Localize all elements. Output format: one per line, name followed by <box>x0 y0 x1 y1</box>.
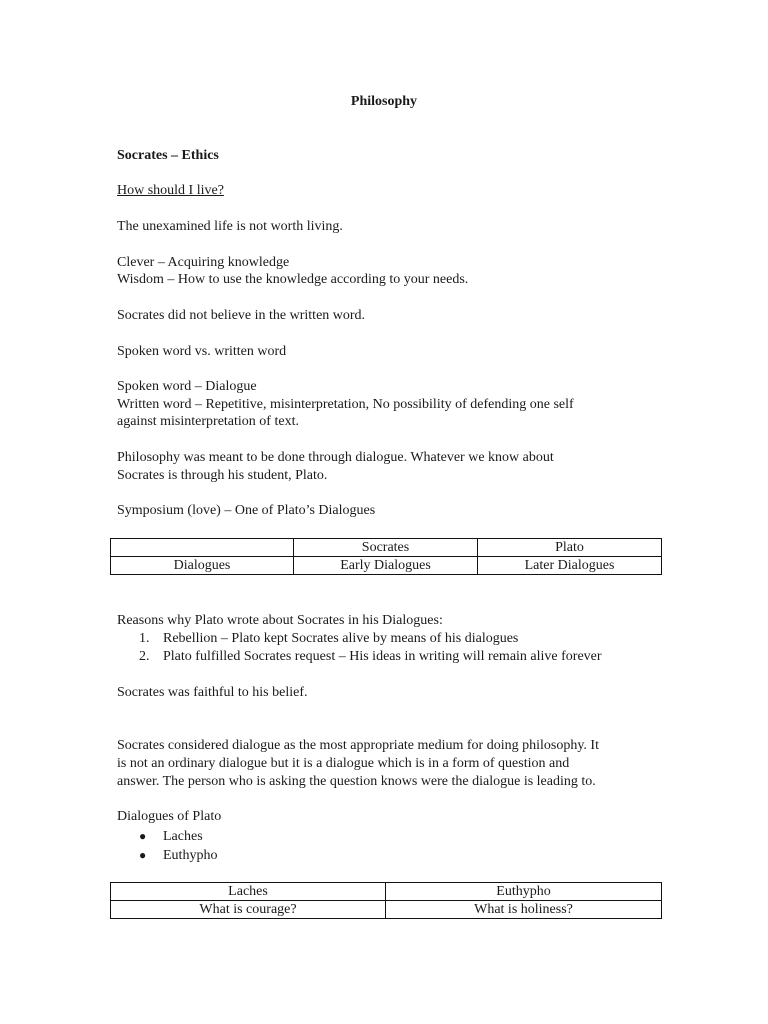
paragraph-line: Wisdom – How to use the knowledge according to your needs. <box>117 272 469 287</box>
paragraph-line: The unexamined life is not worth living. <box>117 219 343 234</box>
paragraph-line: Spoken word vs. written word <box>117 344 287 359</box>
paragraph-line: Dialogues of Plato <box>117 809 222 824</box>
paragraph-line: Socrates was faithful to his belief. <box>117 685 308 700</box>
list-item-text: Rebellion – Plato kept Socrates alive by means of his dialogues <box>163 631 519 646</box>
list-item <box>139 846 217 865</box>
paragraph-line: Socrates did not believe in the written word. <box>117 308 366 323</box>
dialogues-table <box>110 538 662 575</box>
list-item-text: Plato fulfilled Socrates request – His ideas in writing will remain alive forever <box>163 649 602 664</box>
table-cell <box>111 539 294 557</box>
paragraph-line: Philosophy was meant to be done through dialogue. Whatever we know about <box>117 450 554 465</box>
plato-dialogues-table <box>110 882 662 919</box>
table-cell: Laches <box>111 883 386 901</box>
table-row <box>111 539 662 557</box>
table-cell: Later Dialogues <box>478 557 662 575</box>
list-item <box>139 827 203 846</box>
list-number: 2. <box>139 649 150 664</box>
paragraph-line: Reasons why Plato wrote about Socrates in his Dialogues: <box>117 613 443 628</box>
document-title: Philosophy <box>350 94 418 109</box>
list-number: 1. <box>139 631 150 646</box>
table-cell: Euthypho <box>386 883 662 901</box>
list-item <box>139 630 518 648</box>
table-cell: Socrates <box>294 539 478 557</box>
paragraph-line: Clever – Acquiring knowledge <box>117 255 290 270</box>
table-cell: Dialogues <box>111 557 294 575</box>
table-cell: Early Dialogues <box>294 557 478 575</box>
paragraph-line: against misinterpretation of text. <box>117 414 299 429</box>
question-heading: How should I live? <box>117 183 224 198</box>
section-heading: Socrates – Ethics <box>117 148 219 163</box>
list-item <box>139 648 602 666</box>
paragraph-line: is not an ordinary dialogue but it is a dialogue which is in a form of question and <box>117 756 570 771</box>
paragraph-line: Written word – Repetitive, misinterpretation, No possibility of defending one self <box>117 397 574 412</box>
paragraph-line: answer. The person who is asking the question knows were the dialogue is leading to. <box>117 774 596 789</box>
table-cell: What is holiness? <box>386 901 662 919</box>
paragraph-line: Symposium (love) – One of Plato’s Dialogues <box>117 503 376 518</box>
bullet-icon: ● <box>139 829 147 843</box>
table-row <box>111 901 662 919</box>
paragraph-line: Socrates considered dialogue as the most appropriate medium for doing philosophy. It <box>117 738 599 753</box>
paragraph-line: Socrates is through his student, Plato. <box>117 468 328 483</box>
table-cell: Plato <box>478 539 662 557</box>
list-item-text: Laches <box>163 829 203 844</box>
list-item-text: Euthypho <box>163 848 218 863</box>
table-row <box>111 883 662 901</box>
table-cell: What is courage? <box>111 901 386 919</box>
table-row <box>111 557 662 575</box>
paragraph-line: Spoken word – Dialogue <box>117 379 257 394</box>
bullet-icon: ● <box>139 848 147 862</box>
